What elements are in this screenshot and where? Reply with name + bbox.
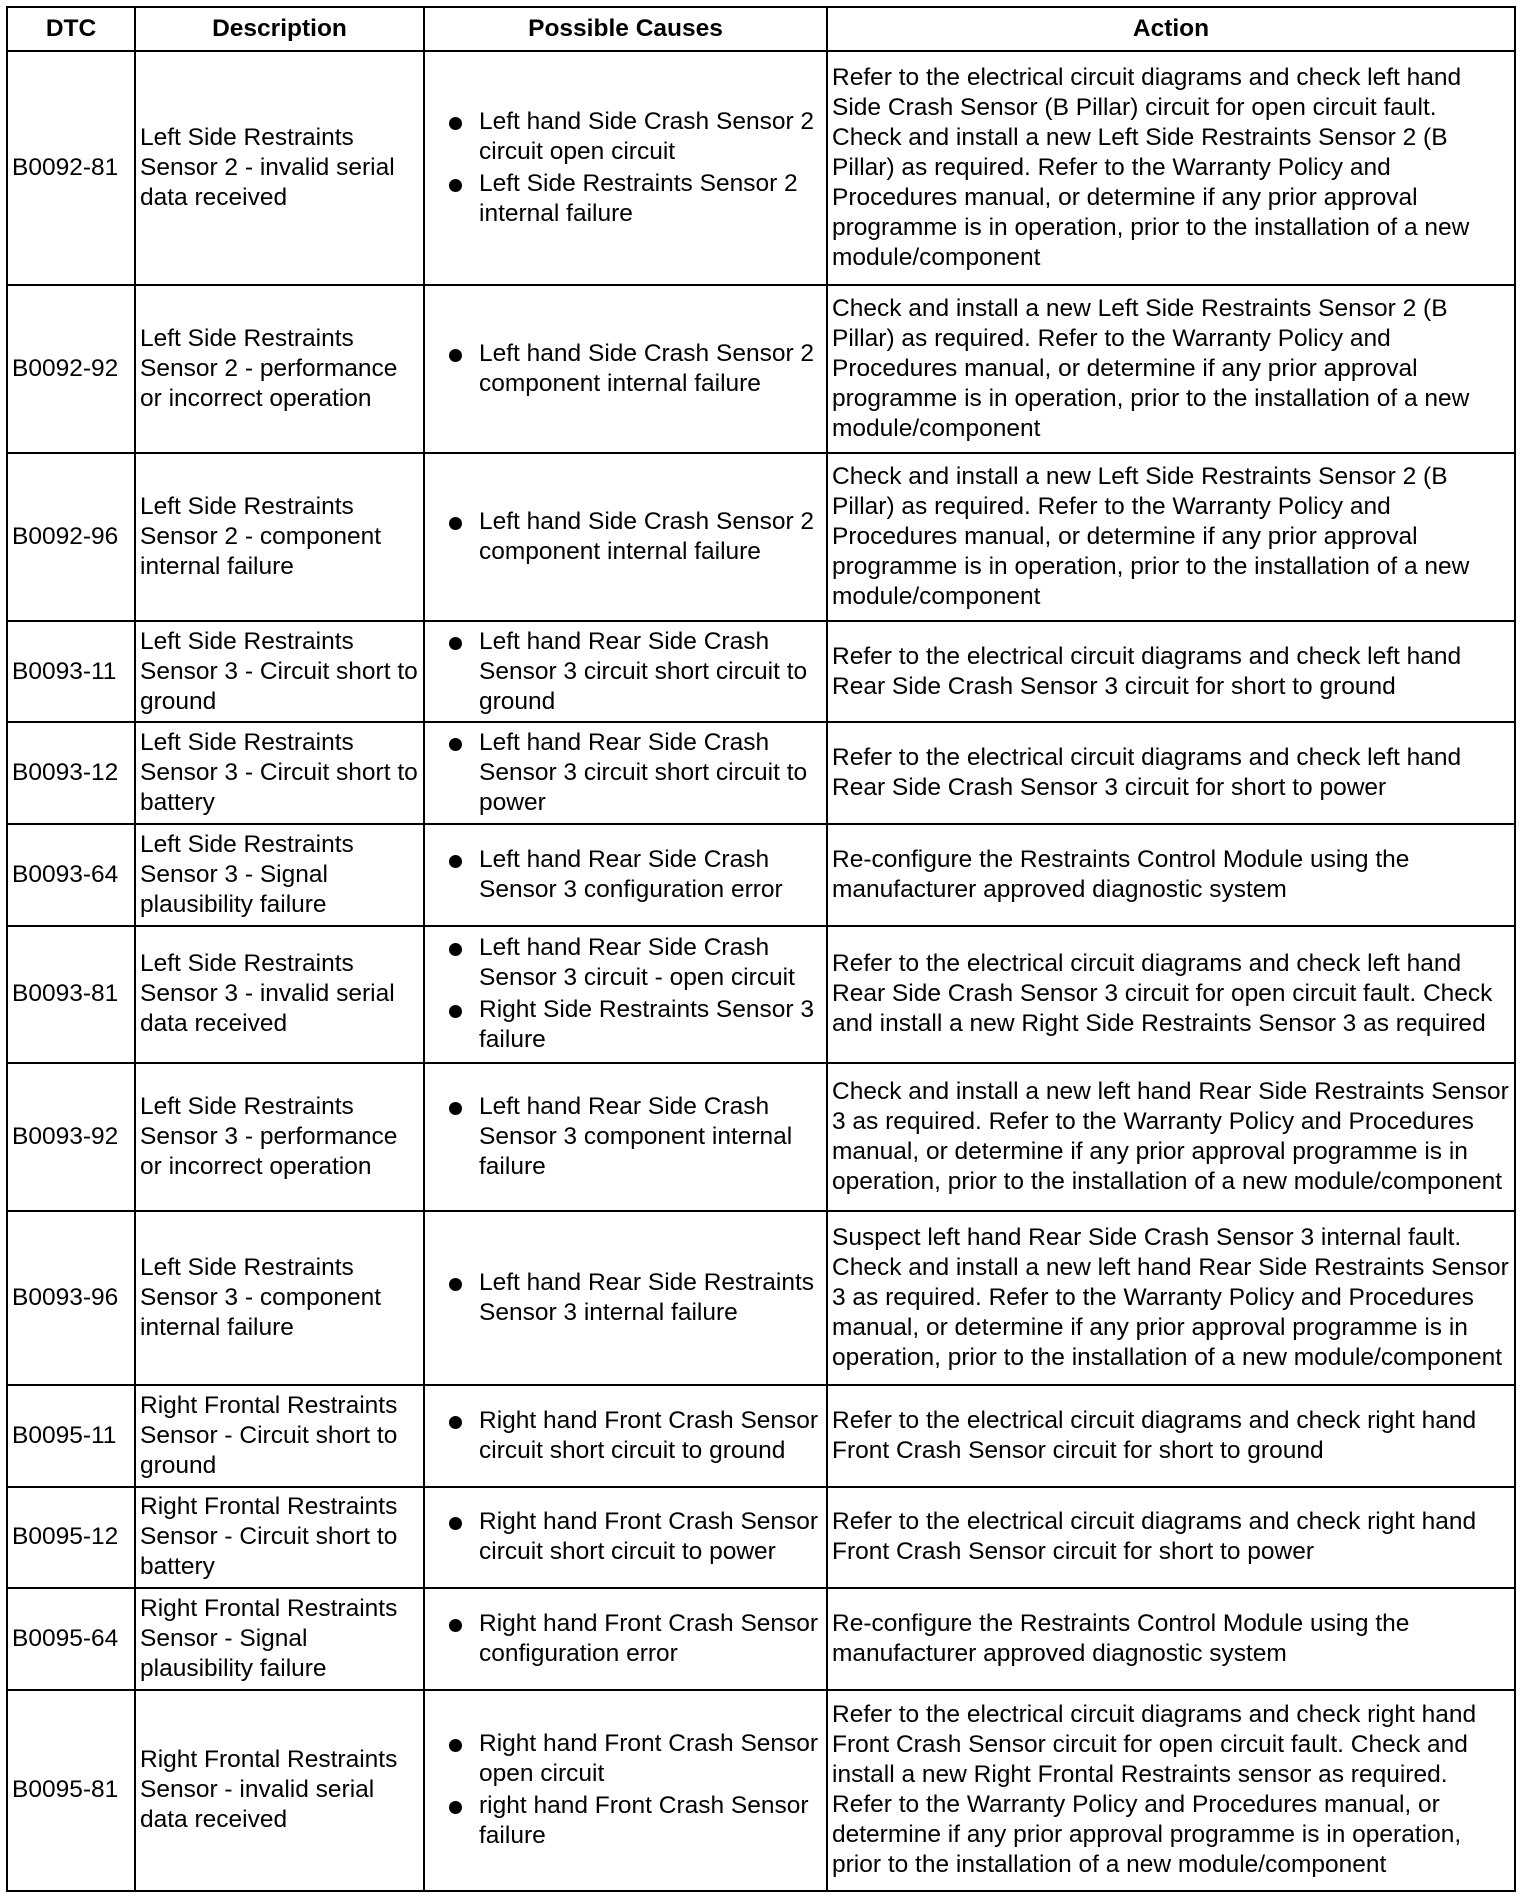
table-row (7, 51, 1515, 285)
cause-list (429, 107, 822, 229)
action-text: Refer to the electrical circuit diagrams and check left hand Side Crash Sensor (B Pillar) circuit for open circuit fault. Check and install a new Left Side Restraints Sensor 2 (B Pillar) as required. Refer to the Warranty Policy and Procedures manual, or determine if any prior approval programme is in operation, prior to the installation of a new module/component (827, 51, 1515, 285)
bullet-icon (449, 349, 462, 362)
cause-item (429, 1406, 822, 1466)
possible-causes (424, 621, 827, 723)
bullet-icon (449, 738, 462, 751)
cause-text: Left hand Rear Side Crash Sensor 3 component internal failure (479, 1092, 793, 1180)
bullet-icon (449, 1102, 462, 1115)
table-row (7, 1690, 1515, 1891)
cause-list (429, 1507, 822, 1567)
header-description: Description (135, 7, 424, 51)
dtc-description: Left Side Restraints Sensor 3 - invalid serial data received (135, 926, 424, 1063)
possible-causes (424, 1487, 827, 1589)
bullet-icon (449, 517, 462, 530)
possible-causes (424, 1063, 827, 1211)
dtc-description: Left Side Restraints Sensor 2 - invalid serial data received (135, 51, 424, 285)
cause-text: Left hand Rear Side Crash Sensor 3 circuit short circuit to power (479, 729, 808, 817)
table-row (7, 453, 1515, 621)
possible-causes (424, 51, 827, 285)
cause-list (429, 1729, 822, 1851)
bullet-icon (449, 117, 462, 130)
cause-list (429, 339, 822, 399)
cause-item (429, 339, 822, 399)
cause-text: Left hand Rear Side Crash Sensor 3 circuit - open circuit (479, 934, 795, 992)
cause-text: Left Side Restraints Sensor 2 internal failure (479, 170, 798, 228)
cause-text: Right hand Front Crash Sensor configuration error (479, 1610, 819, 1668)
possible-causes (424, 926, 827, 1063)
bullet-icon (449, 1801, 462, 1814)
cause-text: Left hand Rear Side Restraints Sensor 3 internal failure (479, 1268, 815, 1326)
cause-item (429, 728, 822, 818)
dtc-code: B0092-81 (7, 51, 135, 285)
cause-list (429, 507, 822, 567)
table-body (7, 51, 1515, 1891)
cause-item (429, 1609, 822, 1669)
action-text: Refer to the electrical circuit diagrams and check right hand Front Crash Sensor circuit for short to ground (827, 1385, 1515, 1487)
possible-causes (424, 1588, 827, 1690)
cause-list (429, 1092, 822, 1182)
bullet-icon (449, 1005, 462, 1018)
cause-list (429, 845, 822, 905)
dtc-table (6, 6, 1516, 1892)
bullet-icon (449, 1517, 462, 1530)
dtc-description: Left Side Restraints Sensor 3 - component internal failure (135, 1211, 424, 1386)
cause-text: Left hand Side Crash Sensor 2 component internal failure (479, 340, 815, 398)
dtc-description: Left Side Restraints Sensor 3 - Signal plausibility failure (135, 824, 424, 926)
cause-item (429, 169, 822, 229)
bullet-icon (449, 943, 462, 956)
cause-item (429, 845, 822, 905)
cause-item (429, 1268, 822, 1328)
cause-item (429, 627, 822, 717)
possible-causes (424, 824, 827, 926)
cause-item (429, 995, 822, 1055)
table-row (7, 621, 1515, 723)
dtc-code: B0093-12 (7, 722, 135, 824)
dtc-description: Right Frontal Restraints Sensor - invalid serial data received (135, 1690, 424, 1891)
bullet-icon (449, 637, 462, 650)
possible-causes (424, 453, 827, 621)
header-row (7, 7, 1515, 51)
dtc-description: Right Frontal Restraints Sensor - Circuit short to battery (135, 1487, 424, 1589)
possible-causes (424, 1690, 827, 1891)
bullet-icon (449, 1416, 462, 1429)
dtc-code: B0093-11 (7, 621, 135, 723)
cause-item (429, 933, 822, 993)
bullet-icon (449, 855, 462, 868)
dtc-description: Left Side Restraints Sensor 3 - Circuit short to battery (135, 722, 424, 824)
table-header (7, 7, 1515, 51)
table-row (7, 722, 1515, 824)
table-row (7, 824, 1515, 926)
action-text: Refer to the electrical circuit diagrams and check left hand Rear Side Crash Sensor 3 circuit for open circuit fault. Check and install a new Right Side Restraints Sensor 3 as required (827, 926, 1515, 1063)
possible-causes (424, 1211, 827, 1386)
cause-text: Right Side Restraints Sensor 3 failure (479, 996, 814, 1054)
cause-list (429, 1406, 822, 1466)
cause-item (429, 1729, 822, 1789)
dtc-description: Right Frontal Restraints Sensor - Signal plausibility failure (135, 1588, 424, 1690)
possible-causes (424, 1385, 827, 1487)
table-row (7, 1063, 1515, 1211)
dtc-description: Left Side Restraints Sensor 2 - performance or incorrect operation (135, 285, 424, 453)
bullet-icon (449, 1278, 462, 1291)
action-text: Refer to the electrical circuit diagrams and check right hand Front Crash Sensor circuit for short to power (827, 1487, 1515, 1589)
dtc-code: B0093-92 (7, 1063, 135, 1211)
dtc-code: B0095-81 (7, 1690, 135, 1891)
action-text: Check and install a new left hand Rear Side Restraints Sensor 3 as required. Refer to the Warranty Policy and Procedures manual, or determine if any prior approval programme is in operation, prior to the installation of a new module/component (827, 1063, 1515, 1211)
table-row (7, 1588, 1515, 1690)
cause-text: Left hand Side Crash Sensor 2 component internal failure (479, 507, 815, 565)
dtc-code: B0093-81 (7, 926, 135, 1063)
cause-text: right hand Front Crash Sensor failure (479, 1792, 809, 1850)
cause-item (429, 507, 822, 567)
table-row (7, 285, 1515, 453)
table-row (7, 1487, 1515, 1589)
action-text: Check and install a new Left Side Restraints Sensor 2 (B Pillar) as required. Refer to the Warranty Policy and Procedures manual, or determine if any prior approval programme is in operation, prior to the installation of a new module/component (827, 453, 1515, 621)
cause-item (429, 1507, 822, 1567)
action-text: Suspect left hand Rear Side Crash Sensor 3 internal fault. Check and install a new left hand Rear Side Restraints Sensor 3 as required. Refer to the Warranty Policy and Procedures manual, or determine if any prior approval programme is in operation, prior to the installation of a new module/component (827, 1211, 1515, 1386)
cause-list (429, 1268, 822, 1328)
dtc-description: Right Frontal Restraints Sensor - Circuit short to ground (135, 1385, 424, 1487)
action-text: Refer to the electrical circuit diagrams and check left hand Rear Side Crash Sensor 3 circuit for short to ground (827, 621, 1515, 723)
header-action: Action (827, 7, 1515, 51)
cause-text: Right hand Front Crash Sensor open circuit (479, 1730, 819, 1788)
dtc-code: B0095-64 (7, 1588, 135, 1690)
dtc-code: B0093-96 (7, 1211, 135, 1386)
dtc-description: Left Side Restraints Sensor 3 - Circuit short to ground (135, 621, 424, 723)
dtc-code: B0095-12 (7, 1487, 135, 1589)
table-row (7, 1211, 1515, 1386)
dtc-code: B0095-11 (7, 1385, 135, 1487)
action-text: Refer to the electrical circuit diagrams and check left hand Rear Side Crash Sensor 3 circuit for short to power (827, 722, 1515, 824)
cause-list (429, 1609, 822, 1669)
cause-text: Right hand Front Crash Sensor circuit short circuit to ground (479, 1406, 819, 1464)
action-text: Re-configure the Restraints Control Module using the manufacturer approved diagnostic system (827, 1588, 1515, 1690)
header-dtc: DTC (7, 7, 135, 51)
cause-item (429, 1791, 822, 1851)
dtc-code: B0093-64 (7, 824, 135, 926)
cause-text: Left hand Side Crash Sensor 2 circuit open circuit (479, 108, 815, 166)
cause-item (429, 107, 822, 167)
cause-text: Right hand Front Crash Sensor circuit short circuit to power (479, 1508, 819, 1566)
bullet-icon (449, 179, 462, 192)
action-text: Re-configure the Restraints Control Module using the manufacturer approved diagnostic system (827, 824, 1515, 926)
cause-list (429, 627, 822, 717)
cause-list (429, 933, 822, 1055)
action-text: Refer to the electrical circuit diagrams and check right hand Front Crash Sensor circuit for open circuit fault. Check and install a new Right Frontal Restraints sensor as required. Refer to the Warranty Policy and Procedures manual, or determine if any prior approval programme is in operation, prior to the installation of a new module/component (827, 1690, 1515, 1891)
possible-causes (424, 285, 827, 453)
table-row (7, 1385, 1515, 1487)
bullet-icon (449, 1739, 462, 1752)
possible-causes (424, 722, 827, 824)
dtc-description: Left Side Restraints Sensor 3 - performance or incorrect operation (135, 1063, 424, 1211)
bullet-icon (449, 1619, 462, 1632)
cause-text: Left hand Rear Side Crash Sensor 3 configuration error (479, 845, 783, 903)
cause-list (429, 728, 822, 818)
cause-item (429, 1092, 822, 1182)
header-possible-causes: Possible Causes (424, 7, 827, 51)
dtc-code: B0092-92 (7, 285, 135, 453)
cause-text: Left hand Rear Side Crash Sensor 3 circuit short circuit to ground (479, 627, 808, 715)
table-row (7, 926, 1515, 1063)
action-text: Check and install a new Left Side Restraints Sensor 2 (B Pillar) as required. Refer to the Warranty Policy and Procedures manual, or determine if any prior approval programme is in operation, prior to the installation of a new module/component (827, 285, 1515, 453)
dtc-code: B0092-96 (7, 453, 135, 621)
dtc-description: Left Side Restraints Sensor 2 - component internal failure (135, 453, 424, 621)
